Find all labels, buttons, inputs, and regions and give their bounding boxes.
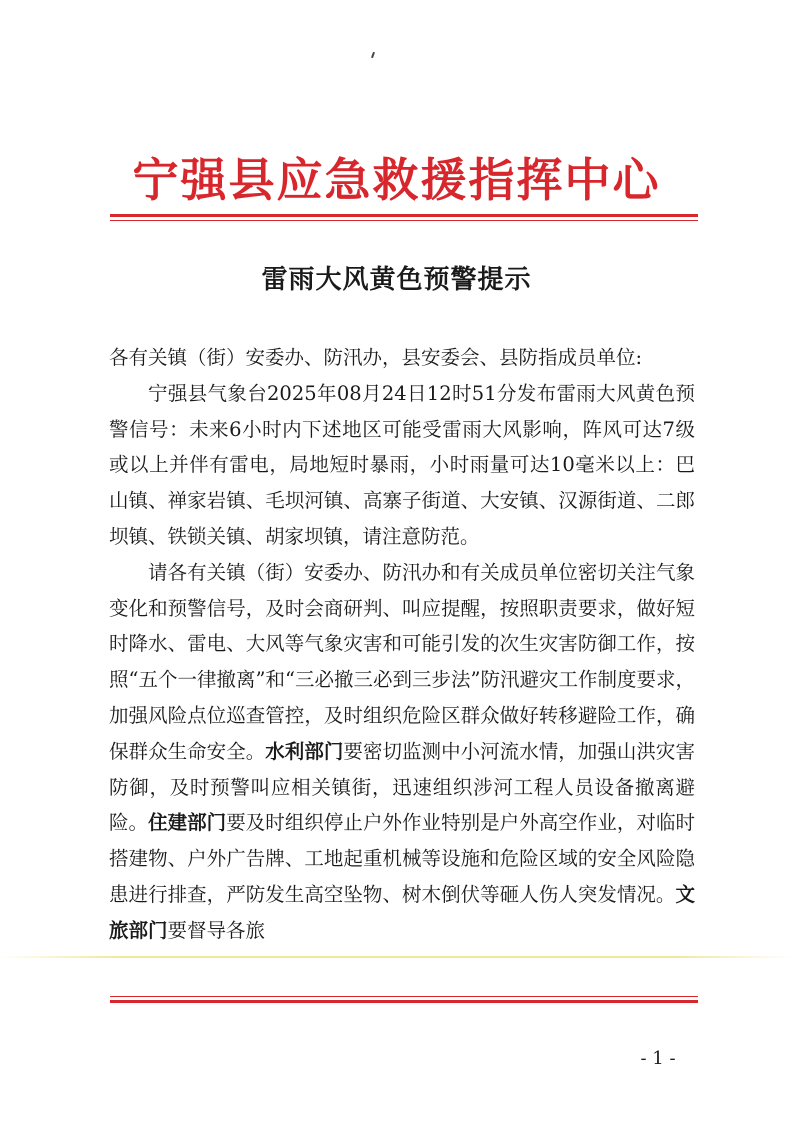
header-red-divider-thin [110, 220, 698, 221]
instructions-text-3: 要及时组织停止户外作业特别是户外高空作业，对临时搭建物、户外广告牌、工地起重机械等设施和危险区域的安全风险隐患进行排查，严防发生高空坠物、树木倒伏等砸人伤人突发情况。 [109, 811, 695, 906]
org-header-title: 宁强县应急救援指挥中心 [132, 153, 661, 207]
instructions-text-1: 请各有关镇（街）安委办、防汛办和有关成员单位密切关注气象变化和预警信号，及时会商研判、叫应提醒，按照职责要求，做好短时降水、雷电、大风等气象灾害和可能引发的次生灾害防御工作，按照“五个一律撤离”和“三必撤三必到三步法”防汛避灾工作制度要求，加强风险点位巡查管控，及时组织危险区群众做好转移避险工作，确保群众生命安全。 [109, 560, 695, 763]
salutation: 各有关镇（街）安委办、防汛办，县安委会、县防指成员单位: [109, 346, 643, 369]
dept-housing-construction: 住建部门 [148, 811, 227, 835]
document-title: 雷雨大风黄色预警提示 [261, 265, 532, 295]
dept-culture-tourism: 文旅部门 [109, 882, 695, 942]
header-red-divider-thick [110, 214, 698, 217]
footer-red-divider-thick [110, 1000, 698, 1003]
scan-artifact-mark [371, 52, 375, 58]
document-body [109, 340, 695, 949]
footer-red-divider [110, 996, 698, 1003]
dept-water-resources: 水利部门 [265, 739, 344, 763]
scan-highlight-line [0, 956, 793, 958]
footer-red-divider-thin [110, 996, 698, 997]
instructions-text-4: 要督导各旅 [167, 918, 266, 942]
instructions-text-2: 要密切监测中小河流水情，加强山洪灾害防御，及时预警叫应相关镇街，迅速组织涉河工程人员设备撤离避险。 [109, 739, 695, 835]
header-red-divider [110, 214, 698, 221]
paragraph-instructions [109, 555, 695, 949]
page-number: - 1 - [640, 1048, 676, 1069]
paragraph-warning-notice: 宁强县气象台2025年08月24日12时51分发布雷雨大风黄色预警信号：未来6小时内下述地区可能受雷雨大风影响，阵风可达7级或以上并伴有雷电，局地短时暴雨，小时雨量可达10毫米以上：巴山镇、禅家岩镇、毛坝河镇、高寨子街道、大安镇、汉源街道、二郎坝镇、铁锁关镇、胡家坝镇，请注意防范。 [109, 381, 695, 548]
